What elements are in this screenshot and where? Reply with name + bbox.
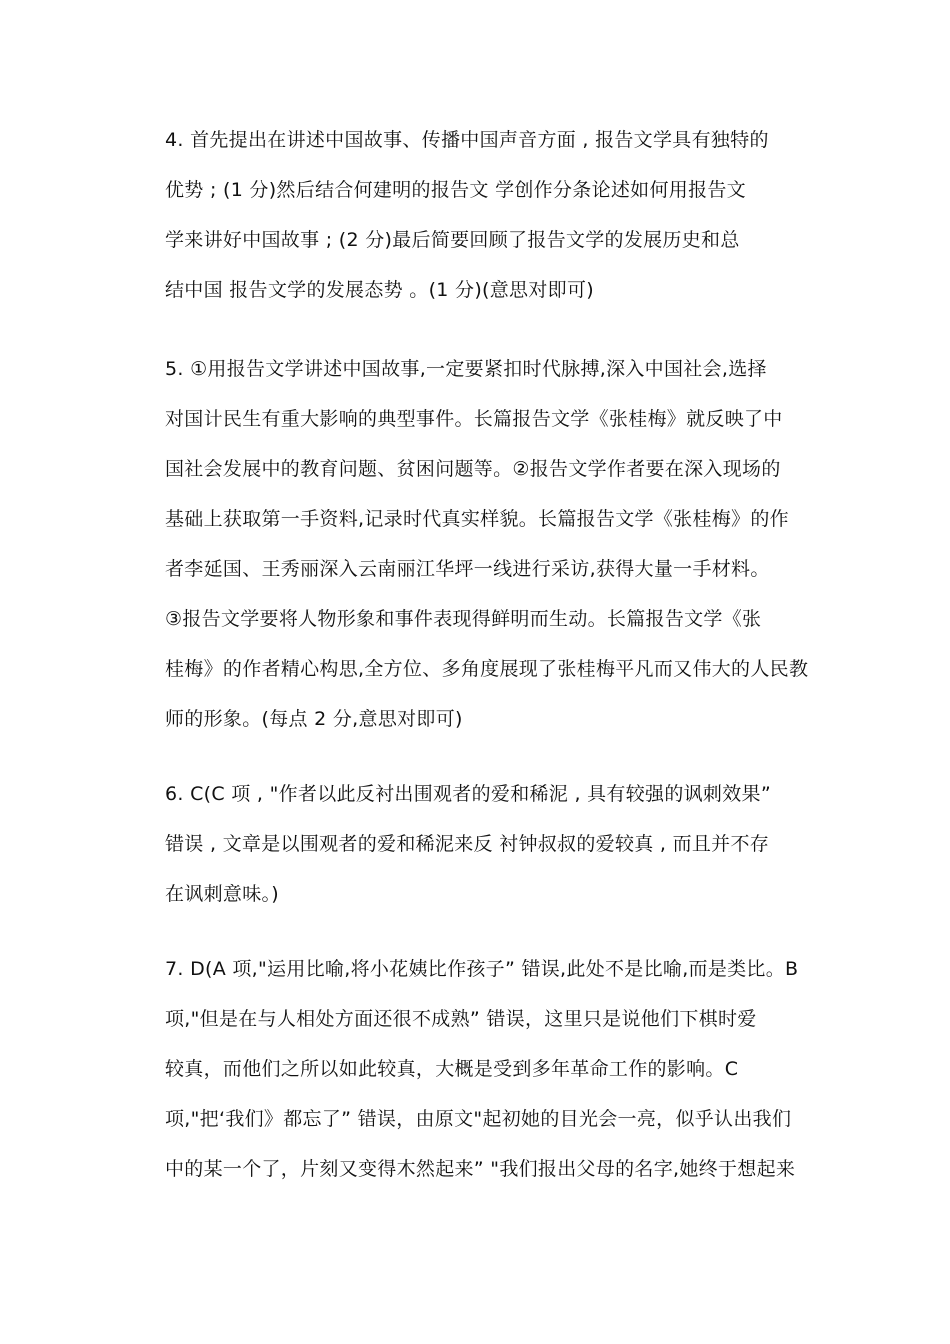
answer-line: 错误 , 文章是以围观者的爱和稀泥来反 衬钟叔叔的爱较真 , 而且并不存: [165, 833, 770, 855]
answer-line: 较真，而他们之所以如此较真，大概是受到多年革命工作的影响。C: [165, 1058, 739, 1080]
answer-line: 对国计民生有重大影响的典型事件。长篇报告文学《张桂梅》就反映了中: [165, 408, 783, 430]
answer-6: [165, 769, 805, 919]
answer-line: 桂梅》的作者精心构思,全方位、多角度展现了张桂梅平凡而又伟大的人民教: [165, 658, 809, 680]
answer-line: 师的形象。(每点 2 分,意思对即可): [165, 708, 463, 730]
answer-line: ③报告文学要将人物形象和事件表现得鲜明而生动。长篇报告文学《张: [165, 608, 762, 630]
answer-line: 优势 ; (1 分)然后结合何建明的报告文 学创作分条论述如何用报告文: [165, 179, 746, 201]
answer-line: 5. ①用报告文学讲述中国故事,一定要紧扣时代脉搏,深入中国社会,选择: [165, 358, 767, 380]
answer-line: 在讽刺意味。): [165, 883, 280, 905]
answer-line: 结中国 报告文学的发展态势 。(1 分)(意思对即可): [165, 279, 594, 301]
answer-line: 基础上获取第一手资料,记录时代真实样貌。长篇报告文学《张桂梅》的作: [165, 508, 789, 530]
answer-line: 者李延国、王秀丽深入云南丽江华坪一线进行采访,获得大量一手材料。: [165, 558, 770, 580]
answer-line: 6. C(C 项 , "作者以此反衬出围观者的爱和稀泥 , 具有较强的讽刺效果”: [165, 783, 771, 805]
answer-line: 4. 首先提出在讲述中国故事、传播中国声音方面 , 报告文学具有独特的: [165, 129, 769, 151]
answer-line: 国社会发展中的教育问题、贫困问题等。②报告文学作者要在深入现场的: [165, 458, 781, 480]
answer-line: 中的某一个了，片刻又变得木然起来” "我们报出父母的名字,她终于想起来: [165, 1158, 796, 1180]
answer-7: [165, 944, 805, 1194]
answer-line: 学来讲好中国故事 ; (2 分)最后简要回顾了报告文学的发展历史和总: [165, 229, 740, 251]
answer-5: [165, 344, 809, 744]
answer-line: 项,"但是在与人相处方面还很不成熟” 错误，这里只是说他们下棋时爱: [165, 1008, 757, 1030]
answer-line: 7. D(A 项,"运用比喻,将小花姨比作孩子” 错误,此处不是比喻,而是类比。B: [165, 958, 799, 980]
answer-line: 项,"把‘我们》都忘了” 错误，由原文"起初她的目光会一亮，似乎认出我们: [165, 1108, 792, 1130]
answer-4: [165, 115, 805, 315]
